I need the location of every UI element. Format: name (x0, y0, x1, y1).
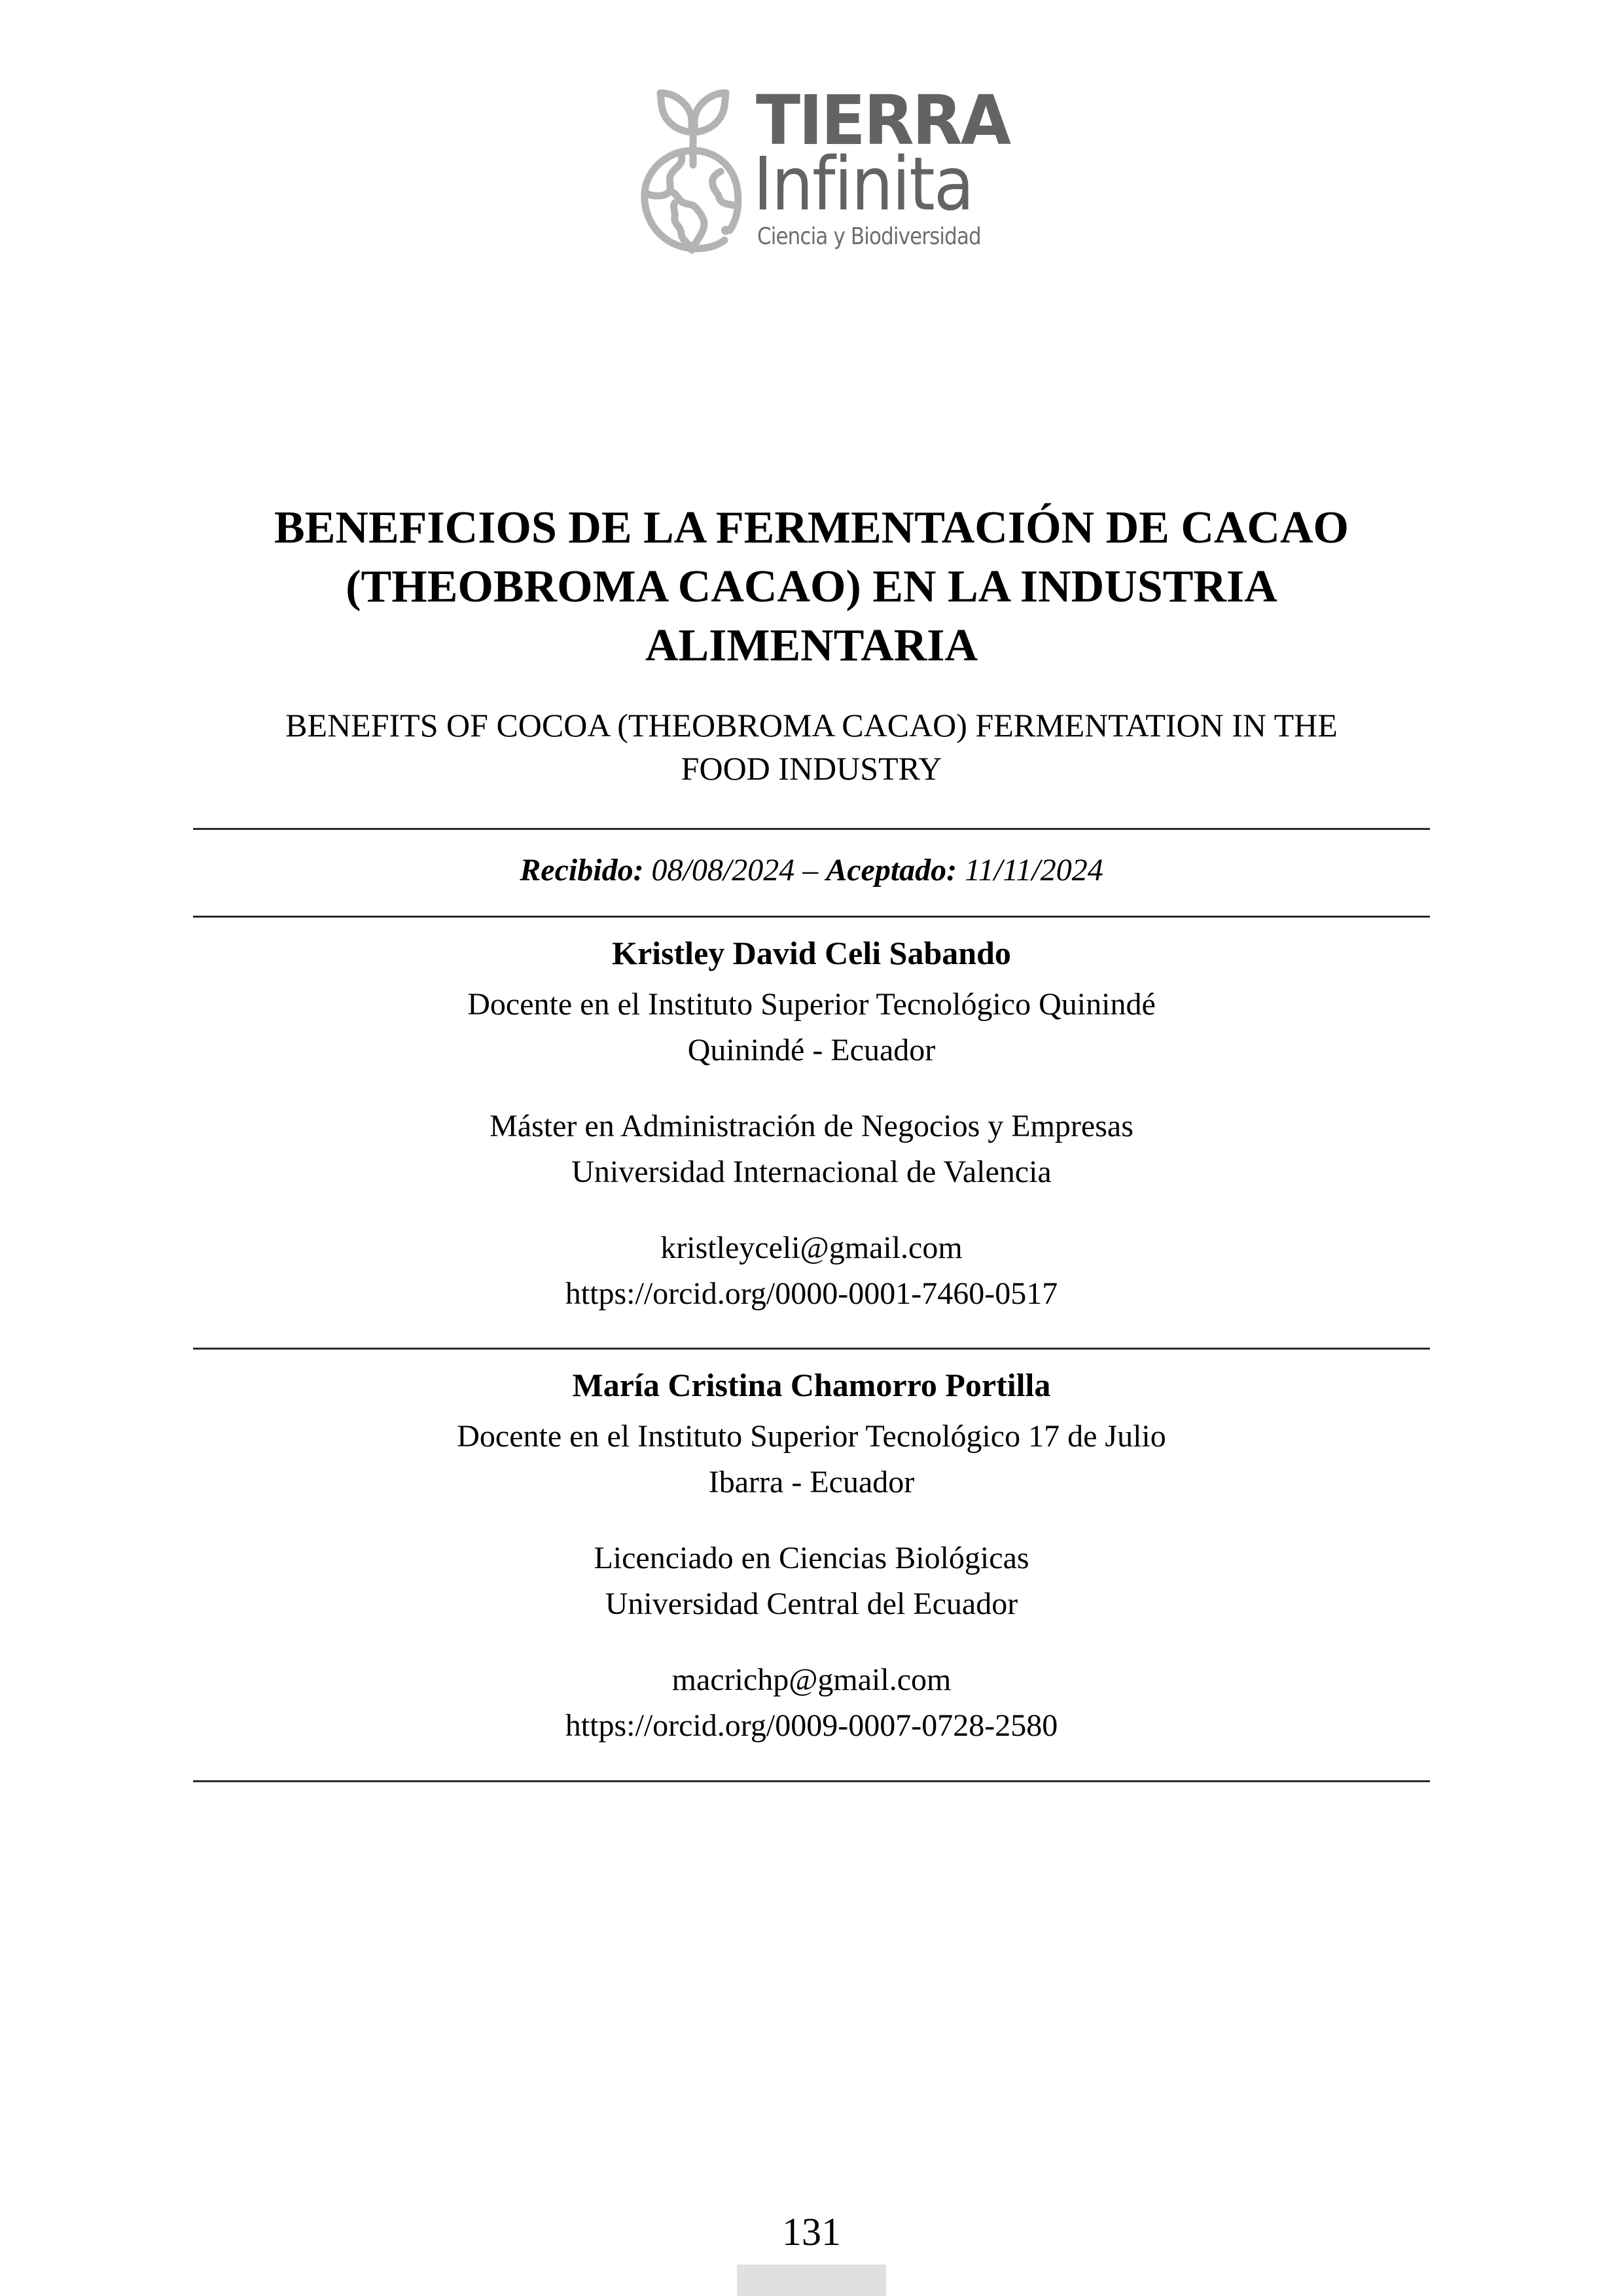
author-orcid-link[interactable]: https://orcid.org/0000-0001-7460-0517 (565, 1276, 1058, 1311)
submission-dates (193, 848, 1430, 893)
page-number: 131 (782, 2210, 841, 2253)
author-orcid-link[interactable]: https://orcid.org/0009-0007-0728-2580 (565, 1708, 1058, 1743)
author-email[interactable]: macrichp@gmail.com (671, 1662, 952, 1697)
sprout-globe-icon (638, 86, 749, 257)
received-label: Recibido: (520, 853, 644, 888)
author-position: Docente en el Instituto Superior Tecnológico 17 de Julio (457, 1419, 1166, 1454)
logo-brand-tierra: TIERRA (756, 81, 1010, 160)
author-name: María Cristina Chamorro Portilla (572, 1367, 1051, 1403)
author-block (193, 1360, 1430, 1749)
received-date: 08/08/2024 (651, 853, 795, 888)
logo-tagline: Ciencia y Biodiversidad (757, 223, 981, 250)
author-name: Kristley David Celi Sabando (612, 935, 1011, 971)
divider (193, 1348, 1430, 1350)
date-separator: – (802, 853, 819, 888)
article-title-es (193, 499, 1430, 675)
accepted-label: Aceptado: (826, 853, 957, 888)
article-title-en (193, 704, 1430, 790)
journal-logo (638, 81, 1010, 257)
author-university: Universidad Central del Ecuador (605, 1587, 1018, 1621)
title-en-line: FOOD INDUSTRY (681, 750, 942, 787)
author-location: Ibarra - Ecuador (708, 1465, 915, 1499)
author-position: Docente en el Instituto Superior Tecnológico Quinindé (467, 987, 1156, 1022)
page-footer-tab (737, 2265, 886, 2296)
title-es-line: ALIMENTARIA (645, 620, 978, 671)
logo-brand-infinita: Infinita (753, 142, 973, 227)
author-location: Quinindé - Ecuador (687, 1033, 936, 1067)
author-block (193, 928, 1430, 1317)
author-email[interactable]: kristleyceli@gmail.com (660, 1230, 963, 1265)
accepted-date: 11/11/2024 (965, 853, 1103, 888)
title-es-line: BENEFICIOS DE LA FERMENTACIÓN DE CACAO (274, 503, 1349, 553)
author-degree: Licenciado en Ciencias Biológicas (594, 1541, 1029, 1575)
divider (193, 916, 1430, 918)
divider (193, 828, 1430, 830)
author-university: Universidad Internacional de Valencia (571, 1155, 1052, 1189)
title-es-line: (THEOBROMA CACAO) EN LA INDUSTRIA (346, 562, 1277, 612)
divider (193, 1780, 1430, 1782)
author-degree: Máster en Administración de Negocios y Empresas (490, 1109, 1133, 1143)
title-en-line: BENEFITS OF COCOA (THEOBROMA CACAO) FERMENTATION IN THE (285, 707, 1338, 744)
